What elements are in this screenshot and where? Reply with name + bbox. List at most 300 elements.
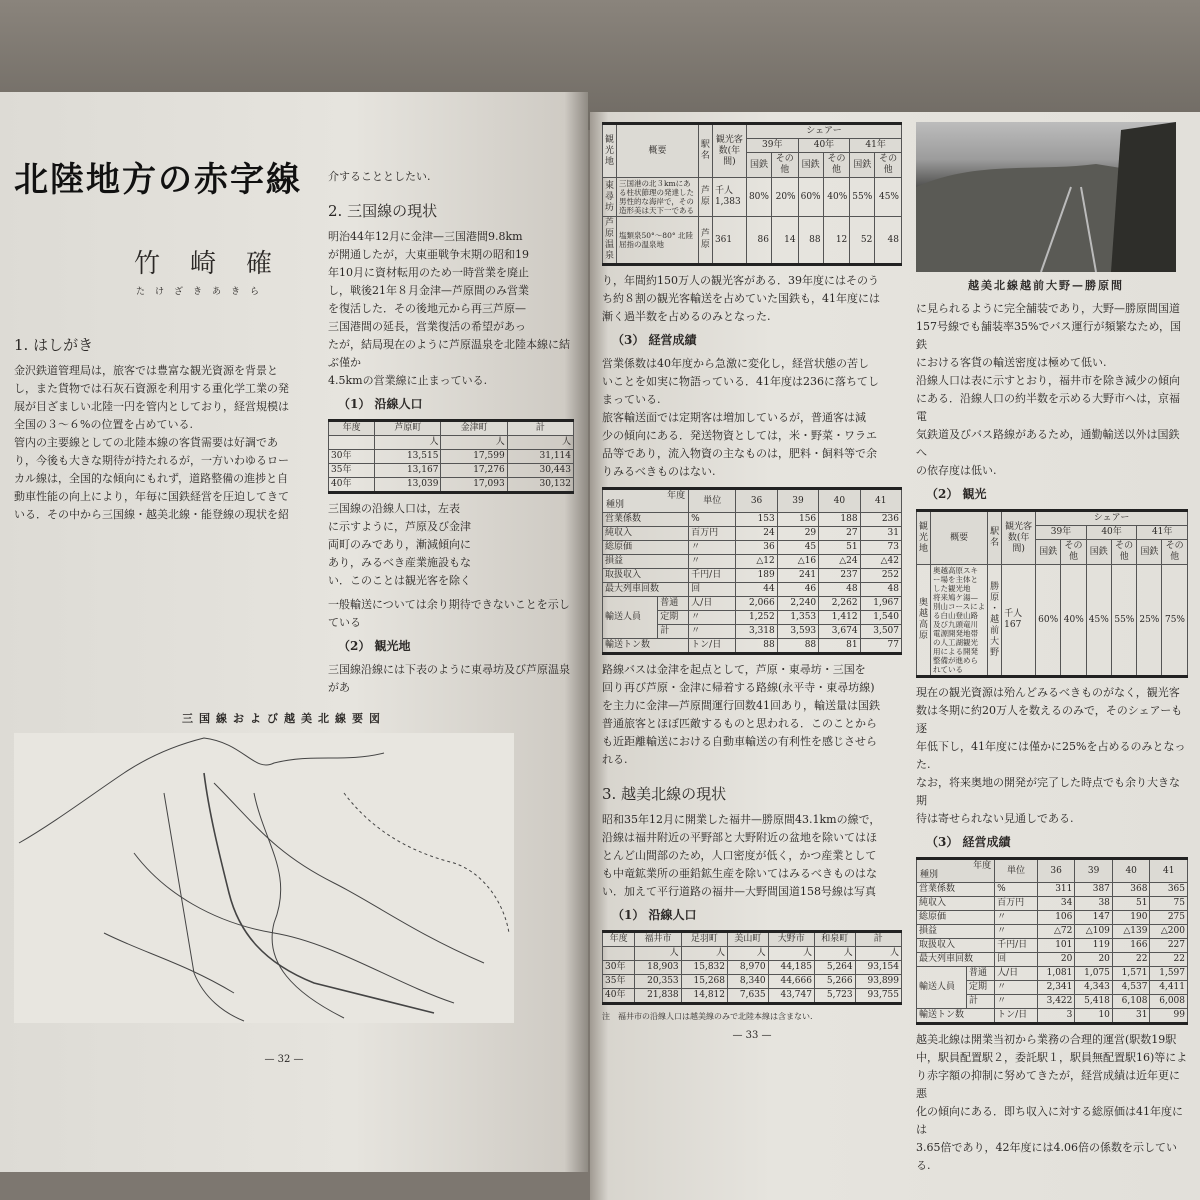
population-table-etsumi [602, 930, 902, 1005]
text-line: し，また貨物では石灰石資源を利用する重化学工業の発 [14, 382, 289, 395]
prefecture-border [344, 793, 509, 933]
table-cell: 387 [1075, 883, 1113, 897]
subsection-heading: （1） 沿線人口 [338, 397, 423, 411]
column-header: 国鉄 [1036, 540, 1061, 565]
text-line: に示すように，芦原及び金津 [328, 520, 471, 533]
table-cell: 塩類泉50°～80° 北陸屈指の温泉地 [617, 217, 699, 265]
table-cell: 17,599 [441, 450, 507, 464]
table-row [329, 478, 574, 493]
column-header: 40 [819, 489, 860, 513]
table-row [603, 639, 902, 654]
text-line: 3.65倍であり，42年度には4.06倍の係数を示している. [916, 1141, 1177, 1172]
table-cell: 奥越高原 [917, 565, 931, 677]
table-cell: 88 [798, 217, 823, 265]
left-page [0, 92, 588, 1172]
table-cell: 14 [771, 217, 798, 265]
table-cell: 361 [712, 217, 746, 265]
column-header: 金津町 [441, 421, 507, 436]
population-table [328, 419, 574, 494]
table-cell: 13,039 [375, 478, 441, 493]
road [134, 853, 454, 1003]
paragraph [14, 362, 314, 524]
table-cell: 189 [736, 569, 777, 583]
column-header: 計 [855, 932, 901, 947]
text-line: り，今後も大きな期待が持たれるが，一方いわゆるロー [14, 454, 289, 467]
table-row [603, 513, 902, 527]
column-header: 39年 [746, 139, 798, 153]
table-cell: 93,755 [855, 989, 901, 1004]
table-cell: 30,443 [507, 464, 573, 478]
text-line: も中竜鉱業所の亜鉛鉱生産を除いてはみるべきものはな [602, 867, 877, 880]
table-cell: 60% [1036, 565, 1061, 677]
right-page [590, 112, 1200, 1200]
table-row [603, 217, 902, 265]
table-row [917, 967, 1188, 981]
table-cell: 60% [798, 178, 823, 217]
table-cell: 千人 167 [1002, 565, 1036, 677]
table-cell: 定期 [967, 981, 995, 995]
table-cell: 22 [1150, 953, 1188, 967]
unit-label: 人 [635, 947, 681, 961]
row-header: 輸送人員 [917, 967, 967, 1009]
column-header: その他 [875, 153, 902, 178]
column-header: その他 [1111, 540, 1137, 565]
table-row [603, 583, 902, 597]
table-cell: 20 [1037, 953, 1075, 967]
text-line: 化の傾向にある．即ち収入に対する総原価は41年度には [916, 1105, 1183, 1136]
table-cell: 188 [819, 513, 860, 527]
operating-results-table-etsumi [916, 857, 1188, 1025]
table-cell: 30年 [329, 450, 375, 464]
column-header: 単位 [995, 859, 1038, 883]
table-cell: △72 [1037, 925, 1075, 939]
table-cell: 芦原 [698, 178, 712, 217]
table-cell: 30年 [603, 961, 635, 975]
table-cell: トン/日 [995, 1009, 1038, 1024]
table-cell: 73 [860, 541, 901, 555]
text-line: り赤字額の抑制に努めてきたが，経営成績は近年更に悪 [916, 1069, 1180, 1100]
table-cell: 最大列車回数 [917, 953, 995, 967]
table-cell: 44 [736, 583, 777, 597]
table-cell: 1,540 [860, 611, 901, 625]
table [602, 487, 902, 655]
text-line: の依存度は低い. [916, 464, 997, 477]
table-cell: 52 [850, 217, 875, 265]
unit-label: 人 [814, 947, 855, 961]
table-cell: 17,093 [441, 478, 507, 493]
column-header: その他 [823, 153, 850, 178]
text-line: 三国線の沿線人口は，左表 [328, 502, 460, 515]
subsection-heading: （3） 経営成績 [612, 333, 697, 347]
table-cell: 44,666 [768, 975, 814, 989]
column-header: 美山町 [728, 932, 769, 947]
paragraph [916, 300, 1188, 480]
table-row [917, 925, 1188, 939]
unit-label: 人 [855, 947, 901, 961]
table-cell: 25% [1137, 565, 1162, 677]
column-header: 40 [1112, 859, 1150, 883]
text-line: 漸く過半数を占めるのみとなった. [602, 310, 771, 323]
table-cell: 27 [819, 527, 860, 541]
table-cell: 77 [860, 639, 901, 654]
table-cell: 99 [1150, 1009, 1188, 1024]
text-line: 両町のみであり，漸減傾向に [328, 538, 471, 551]
table-cell [329, 436, 375, 450]
text-line: し，戦後21年８月金津—芦原間のみ営業 [328, 284, 529, 297]
table-cell: 3,422 [1037, 995, 1075, 1009]
table-cell: 1,571 [1112, 967, 1150, 981]
table-row [603, 178, 902, 217]
table-cell: 20% [771, 178, 798, 217]
table-cell: 2,240 [777, 597, 818, 611]
text-line: いことを如実に物語っている．41年度は236に落ちてし [602, 375, 879, 388]
table-cell: 最大列車回数 [603, 583, 689, 597]
table-cell: 千円/日 [689, 569, 736, 583]
table-cell: 〃 [995, 925, 1038, 939]
paragraph [916, 1031, 1188, 1175]
table-cell: 45% [1086, 565, 1111, 677]
table-cell: 7,635 [728, 989, 769, 1004]
author-name: 竹崎確 [134, 249, 303, 279]
table-cell: △139 [1112, 925, 1150, 939]
column-header: 足羽町 [681, 932, 727, 947]
table-cell: 〃 [995, 911, 1038, 925]
table [602, 122, 902, 266]
text-line: 動車性能の向上により，年毎に国鉄経営を圧迫してきて [14, 490, 289, 503]
table-cell: 〃 [995, 995, 1038, 1009]
table-cell: 5,264 [814, 961, 855, 975]
text-line: 三国線沿線には下表のように東尋坊及び芦原温泉があ [328, 663, 570, 694]
text-line: 介することとしたい. [328, 170, 431, 183]
page-number: — 33 — [732, 1030, 772, 1041]
table-cell: 106 [1037, 911, 1075, 925]
table-cell: 31 [1112, 1009, 1150, 1024]
table-cell: 三国港の北３kmにある柱状節理の発達した男性的な海岸で，その造形美は天下一である [617, 178, 699, 217]
table-cell: 31 [860, 527, 901, 541]
table-row [603, 124, 902, 139]
table-cell: 総原価 [603, 541, 689, 555]
table-cell: 損益 [917, 925, 995, 939]
text-line: 年10月に資材転用のため一時営業を廃止 [328, 266, 529, 279]
road [104, 933, 234, 993]
table-cell: 千円/日 [995, 939, 1038, 953]
table-cell: 119 [1075, 939, 1113, 953]
table-cell: 百万円 [689, 527, 736, 541]
table-row [603, 541, 902, 555]
table-cell: 営業係数 [603, 513, 689, 527]
table-cell: △200 [1150, 925, 1188, 939]
table-cell: 普通 [658, 597, 689, 611]
column-header: シェアー [746, 124, 901, 139]
river [164, 793, 244, 1021]
text-line: 路線バスは金津を起点として，芦原・東尋坊・三国を [602, 663, 866, 676]
table-cell: 2,066 [736, 597, 777, 611]
table-cell: △24 [819, 555, 860, 569]
table-cell: 〃 [689, 625, 736, 639]
unit-label: 人 [375, 436, 441, 450]
text-line: 旅客輸送面では定期客は増加しているが，普通客は減 [602, 411, 866, 424]
table [916, 509, 1188, 678]
column-header: 年度 [603, 932, 635, 947]
text-line: に見られるように完全舗装であり，大野—勝原間国道 [916, 302, 1180, 315]
text-line: にある．沿線人口の約半数を示める大野市へは，京福電 [916, 392, 1180, 423]
table-row [917, 1009, 1188, 1024]
column-header: 国鉄 [1086, 540, 1111, 565]
map-caption: 三国線および越美北線要図 [182, 712, 386, 725]
text-line: ち約８割の観光客輸送を占めていた国鉄も，41年度には [602, 292, 880, 305]
text-line: 少の傾向にある．発送物資としては，米・野菜・ワラエ [602, 429, 877, 442]
table-cell: 21,838 [635, 989, 681, 1004]
table-cell: 55% [850, 178, 875, 217]
text-line: いる．その中から三国線・越美北線・能登線の現状を紹 [14, 508, 289, 521]
column-header: 概要 [931, 511, 988, 565]
table-cell: 86 [746, 217, 771, 265]
table-cell: 38 [1075, 897, 1113, 911]
table-cell: 36 [736, 541, 777, 555]
railway-photo [916, 122, 1176, 272]
table-cell: 〃 [689, 541, 736, 555]
table-cell: 3 [1037, 1009, 1075, 1024]
table-cell: 13,167 [375, 464, 441, 478]
text-line: 現在の観光資源は殆んどみるべきものがなく，観光客 [916, 686, 1180, 699]
table-cell: 人/日 [689, 597, 736, 611]
left-column [602, 122, 902, 1043]
table [602, 930, 902, 1005]
paragraph [602, 811, 902, 901]
text-line: 普通旅客とほぼ匹敵するものと思われる．このことから [602, 717, 877, 730]
table-cell: 純収入 [603, 527, 689, 541]
table-cell: 4,537 [1112, 981, 1150, 995]
text-line: い．加えて平行道路の福井—大野間国道158号線は写真 [602, 885, 876, 898]
text-line: なお，将来奥地の開発が完了した時点でも余り大きな期 [916, 776, 1180, 807]
column-header: 40年 [1086, 526, 1137, 540]
table-cell: 166 [1112, 939, 1150, 953]
corner-top-label: 年度 [667, 491, 686, 501]
table-row [329, 464, 574, 478]
table-cell: 2,262 [819, 597, 860, 611]
table-cell: 24 [736, 527, 777, 541]
table-cell: 46 [777, 583, 818, 597]
table-cell: 156 [777, 513, 818, 527]
column-header: 概要 [617, 124, 699, 178]
table-cell: 35年 [603, 975, 635, 989]
table-cell: 252 [860, 569, 901, 583]
text-line: 全国の３～６%の位置を占めている. [14, 418, 193, 431]
table-cell: 368 [1112, 883, 1150, 897]
column-header: 39 [777, 489, 818, 513]
text-line: 中，駅員配置駅２，委託駅１，駅員無配置駅16)等によ [916, 1051, 1188, 1064]
table-cell: 1,075 [1075, 967, 1113, 981]
text-line: における客貨の輸送密度は極めて低い. [916, 356, 1107, 369]
column-header: 41年 [850, 139, 902, 153]
table-cell: 241 [777, 569, 818, 583]
table-cell: 48 [875, 217, 902, 265]
column-header: 年度 [329, 421, 375, 436]
table [916, 857, 1188, 1025]
table-cell: 45 [777, 541, 818, 555]
table-row [603, 555, 902, 569]
table-cell: 取扱収入 [917, 939, 995, 953]
table-cell: 45% [875, 178, 902, 217]
text-line: が開通したが，大東亜戦争末期の昭和19 [328, 248, 529, 261]
text-line: 管内の主要線としての北陸本線の客貨需要は好調であ [14, 436, 278, 449]
table-cell: 30,132 [507, 478, 573, 493]
table-row [917, 565, 1188, 677]
table-cell: 純収入 [917, 897, 995, 911]
table-cell: 1,412 [819, 611, 860, 625]
table-row [917, 953, 1188, 967]
text-line: を復活した．その後地元から再三芦原— [328, 302, 526, 315]
table-cell: 40% [823, 178, 850, 217]
text-line: 年低下し，41年度には僅かに25%を占めるのみとなった. [916, 740, 1186, 771]
text-line: 待は寄せられない見通しである. [916, 812, 1074, 825]
page-number: — 32 — [264, 1054, 304, 1065]
column-header: 36 [1037, 859, 1075, 883]
table-cell: 40年 [329, 478, 375, 493]
column-header: その他 [1162, 540, 1188, 565]
table-cell: 48 [819, 583, 860, 597]
text-line: を主力に金津—芦原間運行回数41回あり，輸送量は国鉄 [602, 699, 880, 712]
column-header: 福井市 [635, 932, 681, 947]
table-note: 注 福井市の沿線人口は越美線のみで北陸本線は含まない. [602, 1012, 813, 1021]
table-cell: 153 [736, 513, 777, 527]
text-line: り，年間約150万人の観光客がある．39年度にはそのう [602, 274, 879, 287]
table-cell: 48 [860, 583, 901, 597]
table-row [603, 597, 902, 611]
column-header: 観光地 [603, 124, 617, 178]
table-cell: 4,343 [1075, 981, 1113, 995]
unit-label: 人 [728, 947, 769, 961]
unit-label: 人 [507, 436, 573, 450]
column-header: 国鉄 [850, 153, 875, 178]
table-cell: 人/日 [995, 967, 1038, 981]
unit-label: 人 [441, 436, 507, 450]
table-cell: 35年 [329, 464, 375, 478]
table-cell: 18,903 [635, 961, 681, 975]
text-line: 気鉄道及びバス路線があるため，通勤輸送以外は国鉄へ [916, 428, 1180, 459]
table-cell: 8,340 [728, 975, 769, 989]
table-cell: 275 [1150, 911, 1188, 925]
text-line: 三国港間の延長，営業復活の希望があっ [328, 320, 526, 333]
column-header: 39 [1075, 859, 1113, 883]
table-row [917, 883, 1188, 897]
corner-top-label: 年度 [973, 861, 992, 871]
table-cell: 22 [1112, 953, 1150, 967]
column-header: 観光地 [917, 511, 931, 565]
table-cell: 〃 [689, 611, 736, 625]
column-header: 41 [1150, 859, 1188, 883]
table-cell: 5,723 [814, 989, 855, 1004]
column-header: 41 [860, 489, 901, 513]
table-cell: 輸送トン数 [917, 1009, 995, 1024]
column-header: 駅名 [698, 124, 712, 178]
table-cell: 1,081 [1037, 967, 1075, 981]
tourism-table-mikuni [602, 122, 902, 266]
table-cell: 14,812 [681, 989, 727, 1004]
table-cell: 237 [819, 569, 860, 583]
route-map [14, 733, 514, 1023]
table-cell: 損益 [603, 555, 689, 569]
table-cell: 計 [967, 995, 995, 1009]
paragraph [602, 272, 902, 326]
text-line: たが，結局現在のように芦原温泉を北陸本線に結ぶ僅か [328, 338, 570, 369]
column-header: 大野市 [768, 932, 814, 947]
table-row [603, 932, 902, 947]
column-header: シェアー [1036, 511, 1188, 526]
column-header: 国鉄 [1137, 540, 1162, 565]
text-line: も近距離輸送における自動車輸送の有利性を感じさせら [602, 735, 877, 748]
table-cell: 40% [1061, 565, 1087, 677]
subsection-heading: （3） 経営成績 [926, 835, 1011, 849]
coastline [19, 738, 384, 843]
text-line: 営業係数は40年度から急激に変化し，経営状態の苦し [602, 357, 869, 370]
table-cell: 365 [1150, 883, 1188, 897]
table-cell: △12 [736, 555, 777, 569]
table-cell: 236 [860, 513, 901, 527]
table-cell: 101 [1037, 939, 1075, 953]
photo-caption: 越美北線越前大野—勝原間 [968, 279, 1124, 292]
column-header: その他 [1061, 540, 1087, 565]
table-corner [603, 489, 689, 513]
table-cell: 88 [736, 639, 777, 654]
table-cell: 17,276 [441, 464, 507, 478]
text-line: れる. [602, 753, 628, 766]
paragraph [328, 228, 574, 390]
table-row [603, 947, 902, 961]
table-cell: 15,268 [681, 975, 727, 989]
table-row [917, 897, 1188, 911]
column-header: 36 [736, 489, 777, 513]
table-cell: 93,899 [855, 975, 901, 989]
table-row [329, 450, 574, 464]
table-row [917, 511, 1188, 526]
table-cell: 6,108 [1112, 995, 1150, 1009]
corner-bottom-label: 種別 [920, 870, 939, 880]
table-cell: 〃 [995, 981, 1038, 995]
table-row [603, 989, 902, 1004]
table-cell: 34 [1037, 897, 1075, 911]
table-cell: 百万円 [995, 897, 1038, 911]
table-cell: 千人 1,383 [712, 178, 746, 217]
section-heading: 1. はしがき [14, 336, 94, 354]
table-cell: 〃 [689, 555, 736, 569]
table-cell: 1,967 [860, 597, 901, 611]
left-column [14, 108, 314, 524]
table-cell: 1,597 [1150, 967, 1188, 981]
table-row [603, 569, 902, 583]
row-header: 輸送人員 [603, 597, 658, 639]
table [328, 419, 574, 494]
subsection-heading: （1） 沿線人口 [612, 908, 697, 922]
table-row [603, 527, 902, 541]
text-line: りみるべきものはない. [602, 465, 716, 478]
column-header: 駅名 [988, 511, 1002, 565]
column-header: 観光客数(年間) [1002, 511, 1036, 565]
table-cell: 40年 [603, 989, 635, 1004]
table-cell: 回 [995, 953, 1038, 967]
table-cell: 88 [777, 639, 818, 654]
unit-label: 人 [681, 947, 727, 961]
table-cell: △109 [1075, 925, 1113, 939]
table-cell: 営業係数 [917, 883, 995, 897]
table-cell: 55% [1111, 565, 1137, 677]
unit-label: 人 [768, 947, 814, 961]
text-line: とんど山間部のため，人口密度が低く，かつ産業として [602, 849, 877, 862]
column-header: 40年 [798, 139, 850, 153]
table-cell: △42 [860, 555, 901, 569]
text-line: い．このことは観光客を除く [328, 574, 471, 587]
text-line: 金沢鉄道管理局は，旅客では豊富な観光資源を背景と [14, 364, 278, 377]
